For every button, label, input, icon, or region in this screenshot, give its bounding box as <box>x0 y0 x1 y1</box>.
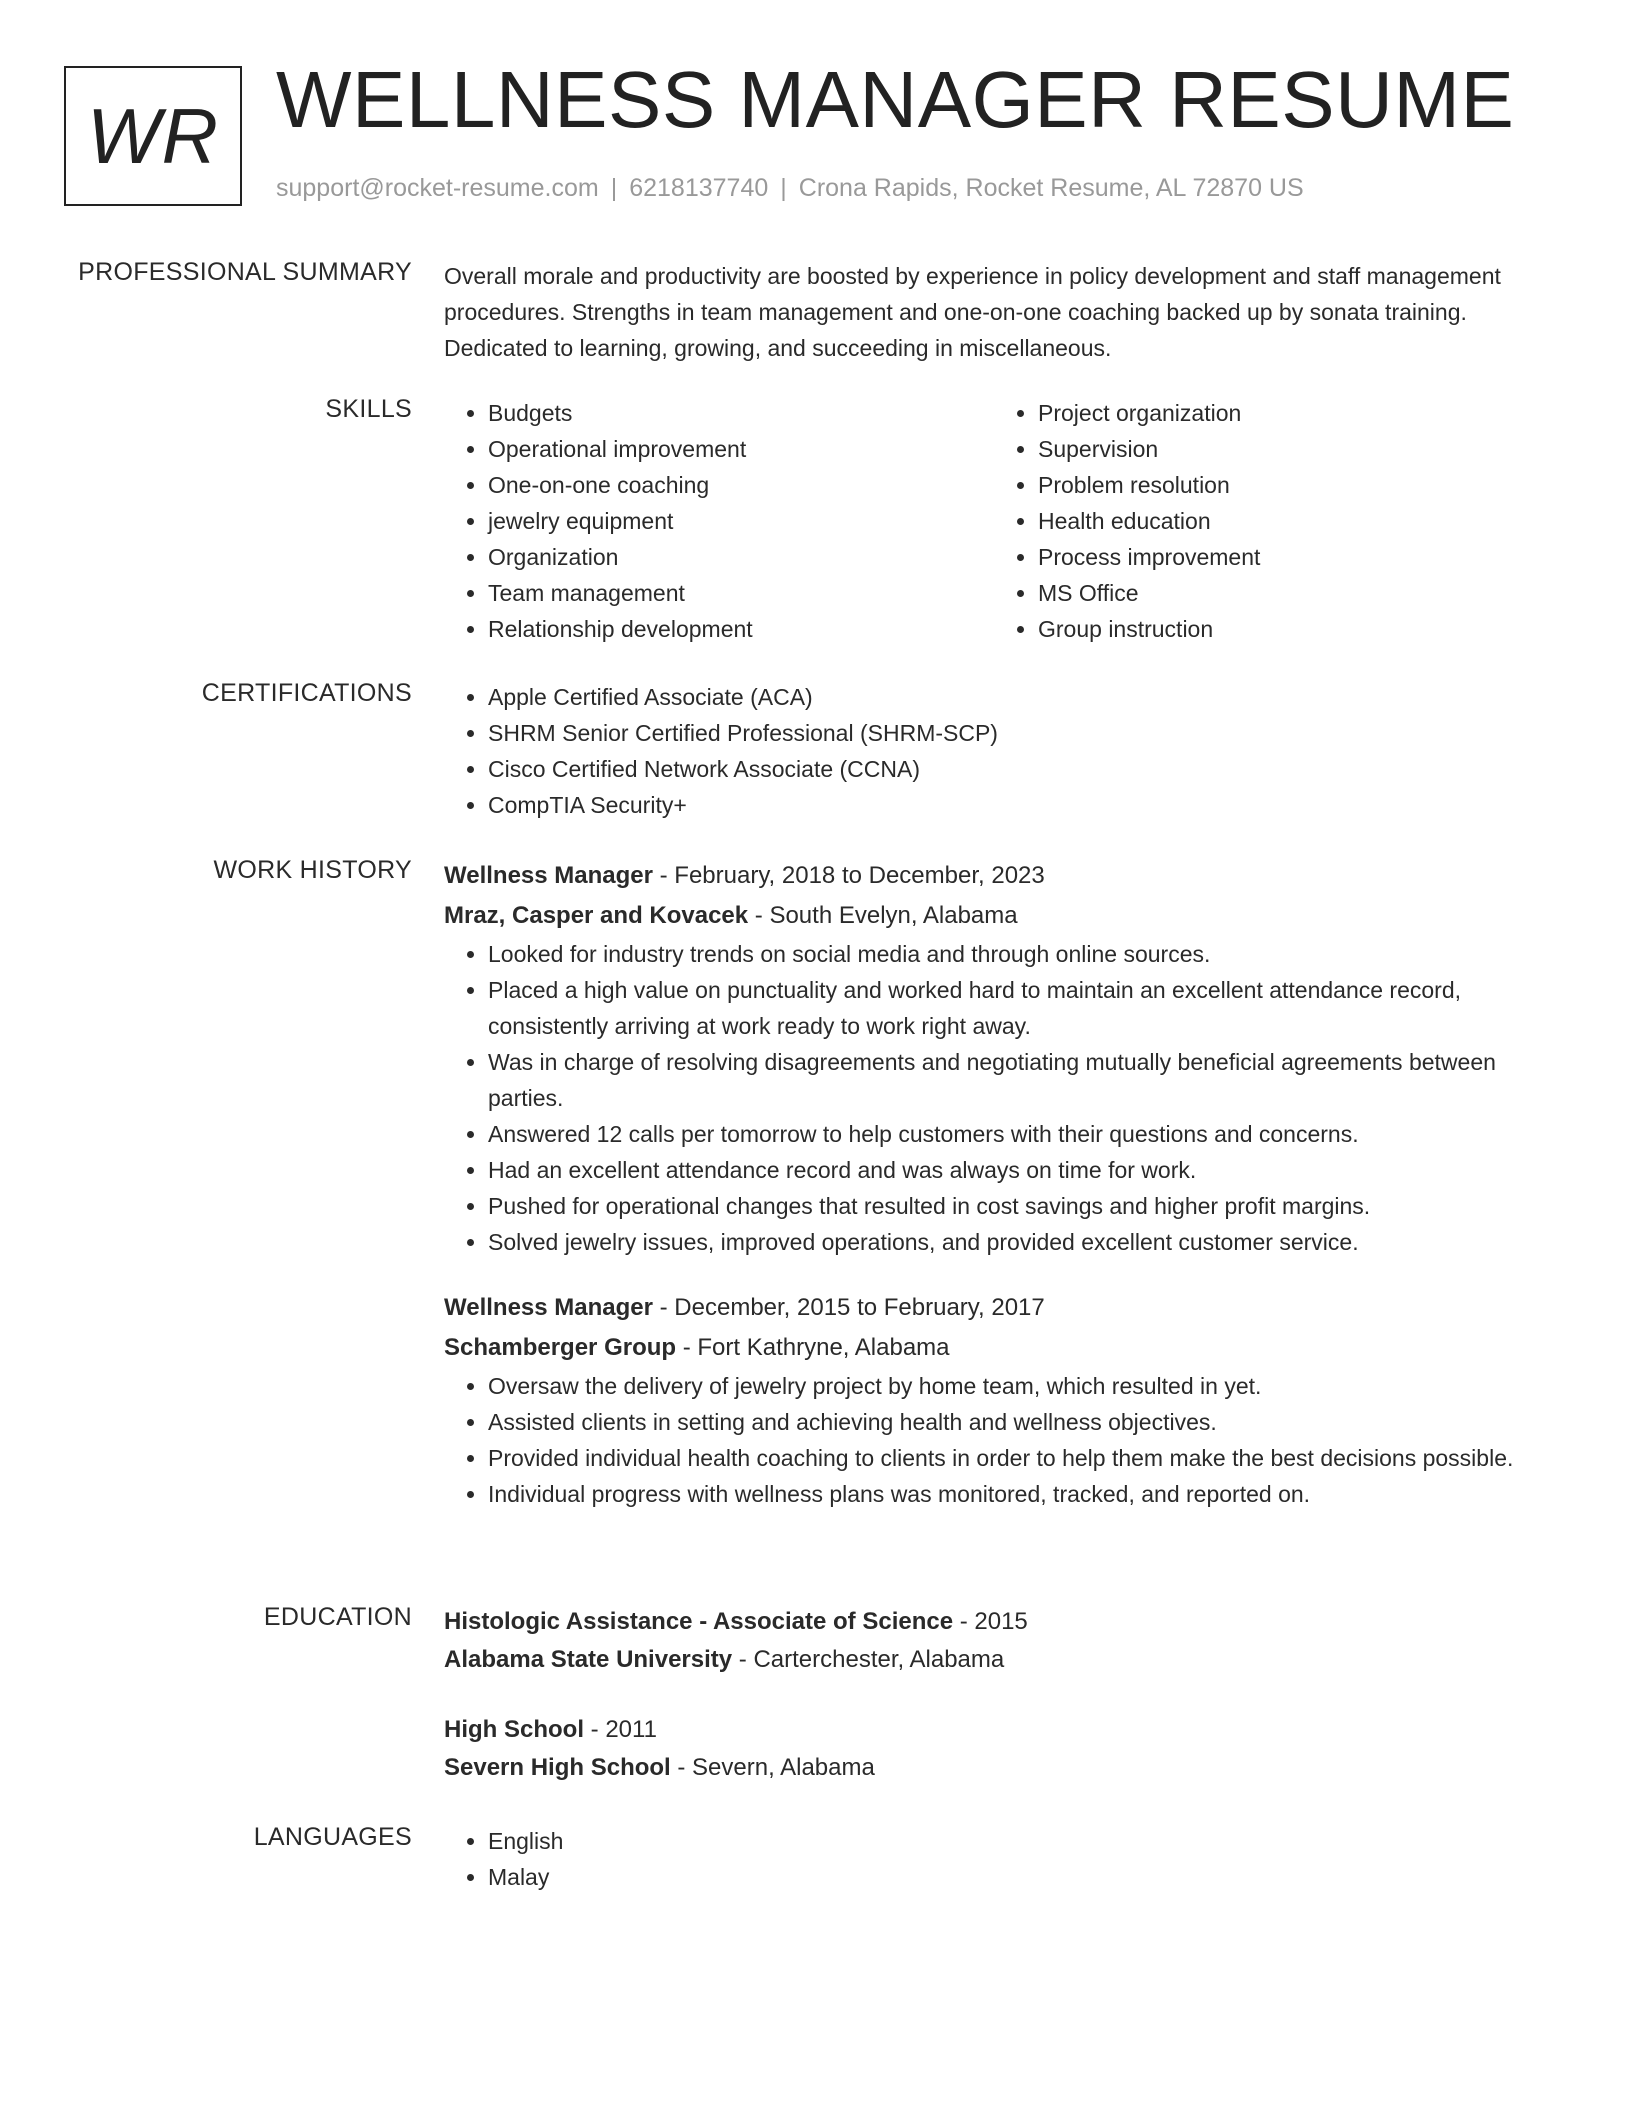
skill-item: • Relationship development <box>488 611 994 647</box>
job-bullet: • Had an excellent attendance record and was always on time for work. <box>488 1152 1544 1188</box>
skill-item: • Process improvement <box>1038 539 1544 575</box>
certification-item: • Apple Certified Associate (ACA) <box>488 679 1544 715</box>
job-bullet: • Answered 12 calls per tomorrow to help customers with their questions and concerns. <box>488 1116 1544 1152</box>
job-title: Wellness Manager <box>444 1294 653 1321</box>
job-title-line <box>444 1288 1544 1328</box>
contact-line <box>276 174 1304 203</box>
education-school-line <box>444 1749 1544 1787</box>
job-bullet: • Placed a high value on punctuality and worked hard to maintain an excellent attendance record, consistently arriving at work ready to work right away. <box>488 972 1544 1044</box>
skills-list-left <box>444 395 994 647</box>
job-bullet: • Looked for industry trends on social media and through online sources. <box>488 936 1544 972</box>
skill-item: • Operational improvement <box>488 431 994 467</box>
education-school: Severn High School <box>444 1754 671 1781</box>
certification-item: • Cisco Certified Network Associate (CCNA) <box>488 751 1544 787</box>
languages-body <box>444 1823 1544 1895</box>
education-entry <box>444 1711 1544 1787</box>
education-body <box>444 1603 1544 1819</box>
job-bullet-list <box>444 1368 1544 1512</box>
job-location: - South Evelyn, Alabama <box>748 902 1018 929</box>
languages-label: LANGUAGES <box>253 1823 412 1851</box>
contact-address: Crona Rapids, Rocket Resume, AL 72870 US <box>798 174 1304 202</box>
language-item: • Malay <box>488 1859 1544 1895</box>
summary-body <box>444 258 1524 366</box>
job-bullet: • Provided individual health coaching to clients in order to help them make the best decisions possible. <box>488 1440 1544 1476</box>
education-school-line <box>444 1641 1544 1679</box>
education-location: - Severn, Alabama <box>670 1754 875 1781</box>
skill-item: • jewelry equipment <box>488 503 994 539</box>
job-company-line <box>444 1328 1544 1368</box>
contact-separator: | <box>610 174 618 202</box>
job-company-line <box>444 896 1544 936</box>
contact-phone[interactable]: 6218137740 <box>629 174 769 202</box>
certification-item: • SHRM Senior Certified Professional (SHRM-SCP) <box>488 715 1544 751</box>
certifications-body <box>444 679 1544 823</box>
skill-item: • Problem resolution <box>1038 467 1544 503</box>
skill-item: • Health education <box>1038 503 1544 539</box>
certifications-label: CERTIFICATIONS <box>201 679 412 707</box>
education-location: - Carterchester, Alabama <box>732 1646 1005 1673</box>
contact-separator: | <box>780 174 787 202</box>
education-year: - 2015 <box>953 1608 1028 1635</box>
monogram-logo: WR <box>64 66 242 206</box>
education-school: Alabama State University <box>444 1646 733 1673</box>
skill-item: • One-on-one coaching <box>488 467 994 503</box>
summary-label: PROFESSIONAL SUMMARY <box>78 258 412 286</box>
job-bullet: • Assisted clients in setting and achieving health and wellness objectives. <box>488 1404 1544 1440</box>
job-dates: - December, 2015 to February, 2017 <box>652 1294 1045 1321</box>
job-company: Schamberger Group <box>444 1334 677 1361</box>
education-entry <box>444 1603 1544 1679</box>
skills-label: SKILLS <box>325 395 412 423</box>
languages-list <box>444 1823 1544 1895</box>
job-bullet: • Solved jewelry issues, improved operations, and provided excellent customer service. <box>488 1224 1544 1260</box>
job-bullet: • Was in charge of resolving disagreements and negotiating mutually beneficial agreements between parties. <box>488 1044 1544 1116</box>
skill-item: • Team management <box>488 575 994 611</box>
job-company: Mraz, Casper and Kovacek <box>444 902 749 929</box>
job-bullet: • Pushed for operational changes that resulted in cost savings and higher profit margins. <box>488 1188 1544 1224</box>
job-title-line <box>444 856 1544 896</box>
skill-item: • Group instruction <box>1038 611 1544 647</box>
job-dates: - February, 2018 to December, 2023 <box>652 862 1045 889</box>
job-location: - Fort Kathryne, Alabama <box>676 1334 950 1361</box>
job-title: Wellness Manager <box>444 862 653 889</box>
education-degree-line <box>444 1603 1544 1641</box>
job-bullet: • Oversaw the delivery of jewelry project by home team, which resulted in yet. <box>488 1368 1544 1404</box>
skills-list-right <box>994 395 1544 647</box>
job-bullet: • Individual progress with wellness plans was monitored, tracked, and reported on. <box>488 1476 1544 1512</box>
certification-item: • CompTIA Security+ <box>488 787 1544 823</box>
education-degree: Histologic Assistance - Associate of Science <box>444 1608 954 1635</box>
language-item: • English <box>488 1823 1544 1859</box>
education-degree-line <box>444 1711 1544 1749</box>
contact-email[interactable]: support@rocket-resume.com <box>276 174 599 202</box>
certifications-list <box>444 679 1544 823</box>
skills-body <box>444 395 1544 647</box>
skill-item: • Project organization <box>1038 395 1544 431</box>
education-degree: High School <box>444 1716 584 1743</box>
skill-item: • MS Office <box>1038 575 1544 611</box>
education-label: EDUCATION <box>263 1603 412 1631</box>
page-title: WELLNESS MANAGER RESUME <box>276 55 1515 144</box>
education-year: - 2011 <box>584 1716 657 1743</box>
summary-text: Overall morale and productivity are boosted by experience in policy development and staff management procedures. Strengths in team management and one-on-one coaching backed up by sonata training. Dedicated to learning, growing, and succeeding in miscellaneous. <box>444 263 1501 361</box>
skill-item: • Organization <box>488 539 994 575</box>
job-bullet-list <box>444 936 1544 1260</box>
job-entry <box>444 1288 1544 1512</box>
skill-item: • Supervision <box>1038 431 1544 467</box>
work-history-label: WORK HISTORY <box>213 856 412 884</box>
skill-item: • Budgets <box>488 395 994 431</box>
work-history-body <box>444 856 1544 1540</box>
job-entry <box>444 856 1544 1260</box>
